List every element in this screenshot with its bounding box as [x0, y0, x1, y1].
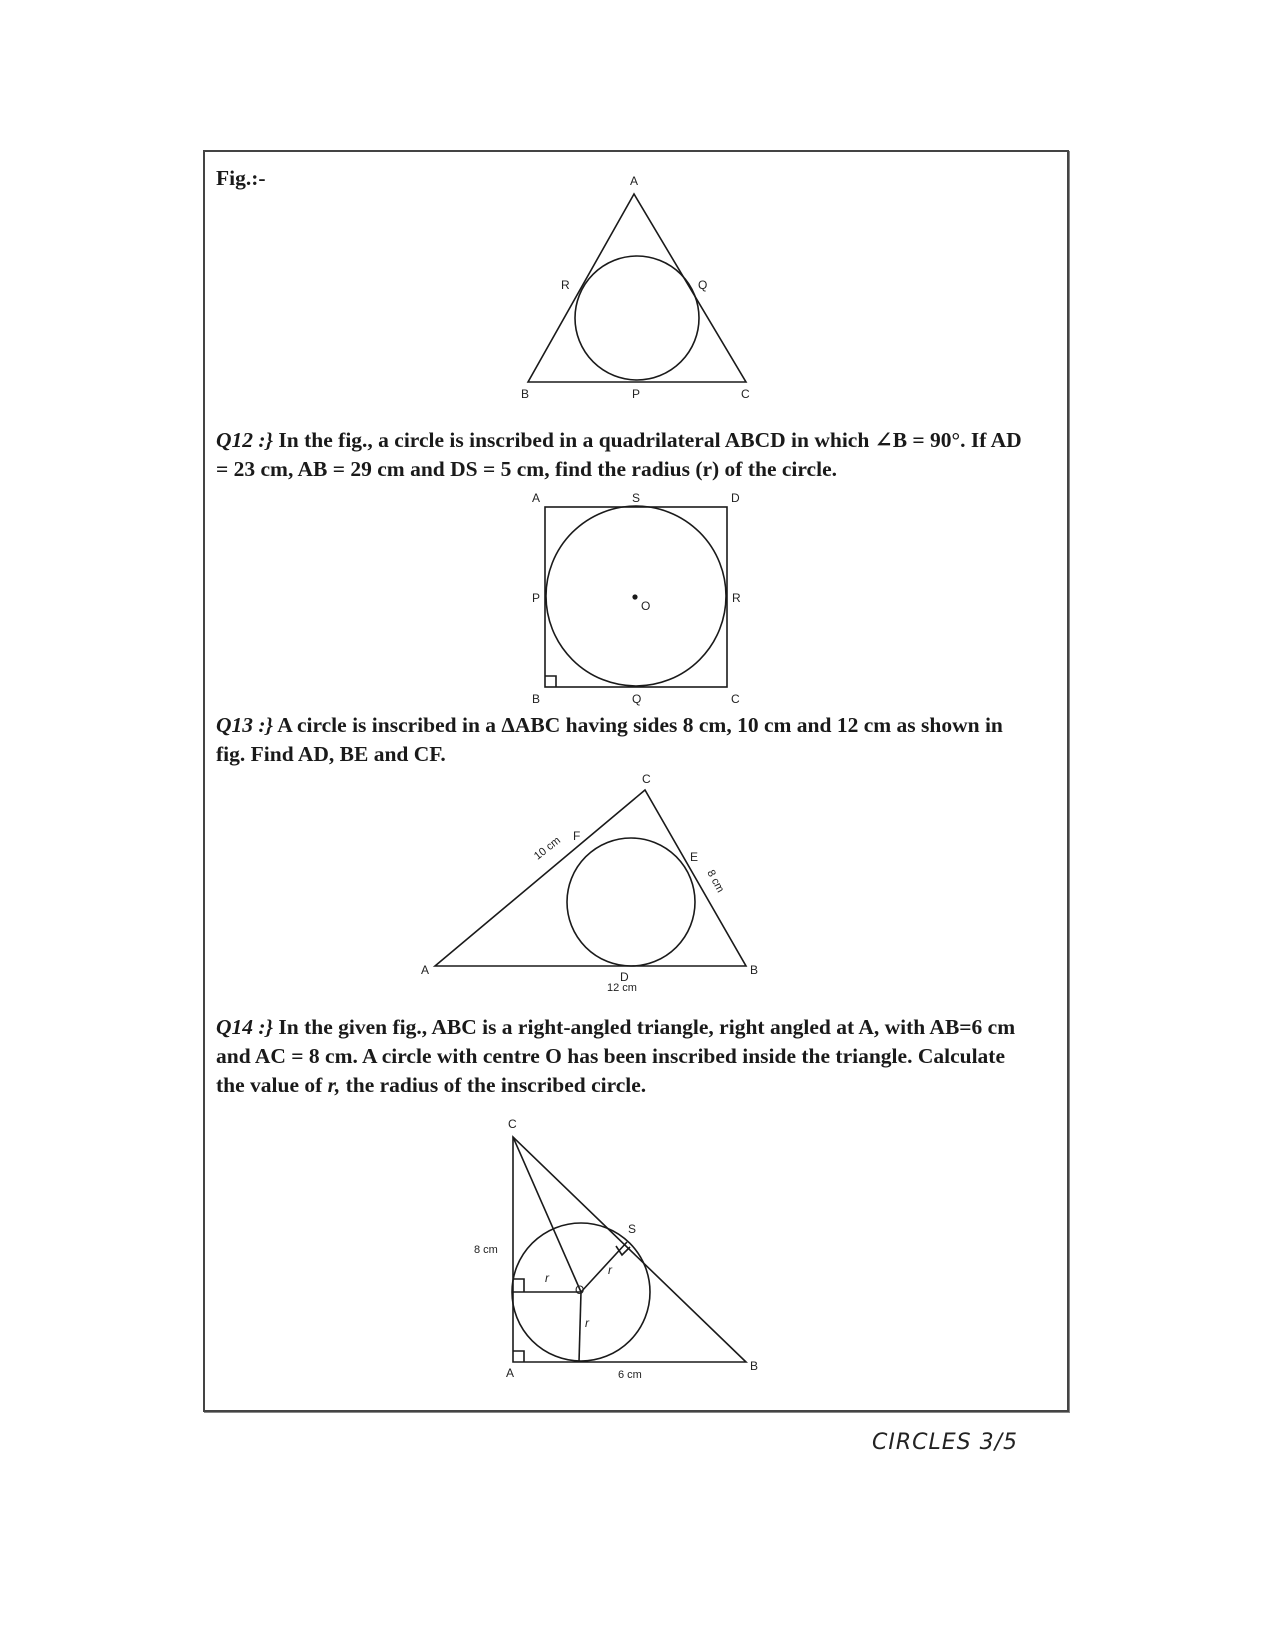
- q13-side-ab-length: 12 cm: [607, 982, 637, 994]
- q12-label-q: Q: [632, 692, 642, 706]
- q14-label-r-diagonal: r: [608, 1263, 612, 1277]
- fig-heading: Fig.:-: [216, 166, 266, 190]
- fig1-label-b: B: [521, 387, 530, 401]
- q13-side-cb-length: 8 cm: [704, 868, 727, 895]
- q12-label-c: C: [731, 692, 740, 706]
- q14-text-3b: the radius of the inscribed circle.: [340, 1073, 647, 1097]
- q12-number: Q12 :}: [216, 428, 274, 452]
- q14-label-r-vertical: r: [585, 1316, 589, 1330]
- q14-label-a: A: [506, 1366, 515, 1380]
- q14-number: Q14 :}: [216, 1015, 274, 1039]
- radius-vertical: [579, 1292, 581, 1362]
- q13-label-c: C: [642, 772, 651, 786]
- q12-text-1: In the fig., a circle is inscribed in a quadrilateral ABCD in which ∠B = 90°. If AD: [278, 428, 1022, 452]
- q13-label-e: E: [690, 850, 699, 864]
- right-angle-horizontal: [513, 1279, 524, 1292]
- fig1-label-a: A: [630, 174, 639, 188]
- fig1-label-q: Q: [698, 278, 708, 292]
- q13-line-2: fig. Find AD, BE and CF.: [216, 742, 446, 766]
- q13-label-f: F: [573, 829, 581, 843]
- q12-label-r: R: [732, 591, 741, 605]
- fig1-label-c: C: [741, 387, 750, 401]
- q13-label-d: D: [620, 970, 629, 984]
- q12-line-2: = 23 cm, AB = 29 cm and DS = 5 cm, find the radius (r) of the circle.: [216, 457, 837, 481]
- q14-label-o: O: [575, 1283, 585, 1297]
- q14-label-c: C: [508, 1117, 517, 1131]
- right-angle-a: [513, 1351, 524, 1362]
- q13-number: Q13 :}: [216, 713, 274, 737]
- q14-side-ac-length: 8 cm: [474, 1244, 498, 1256]
- q14-text-1: In the given fig., ABC is a right-angled triangle, right angled at A, with AB=6 cm: [278, 1015, 1016, 1039]
- radius-to-s: [581, 1242, 627, 1292]
- q12-label-b: B: [532, 692, 541, 706]
- q14-triangle-abc: [513, 1137, 746, 1362]
- line-co: [513, 1137, 581, 1292]
- q13-side-ac-length: 10 cm: [532, 834, 564, 863]
- page-footer: CIRCLES 3/5: [872, 1430, 1019, 1455]
- q12-label-o: O: [641, 599, 651, 613]
- q14-text-3a: the value of: [216, 1073, 328, 1097]
- q13-text-1: A circle is inscribed in a ΔABC having sides 8 cm, 10 cm and 12 cm as shown in: [277, 713, 1003, 737]
- q12-label-s: S: [632, 491, 641, 505]
- fig1-label-p: P: [632, 387, 641, 401]
- q14-variable-r: r,: [327, 1073, 341, 1097]
- q14-side-ab-length: 6 cm: [618, 1369, 642, 1381]
- q14-label-s: S: [628, 1222, 637, 1236]
- q14-line-2: and AC = 8 cm. A circle with centre O has been inscribed inside the triangle. Calculate: [216, 1044, 1006, 1068]
- fig1-label-r: R: [561, 278, 570, 292]
- q14-label-b: B: [750, 1359, 759, 1373]
- q13-label-a: A: [421, 963, 430, 977]
- q13-label-b: B: [750, 963, 759, 977]
- q12-label-d: D: [731, 491, 740, 505]
- q12-label-p: P: [532, 591, 541, 605]
- q12-label-a: A: [532, 491, 541, 505]
- q14-label-r-horizontal: r: [545, 1271, 549, 1285]
